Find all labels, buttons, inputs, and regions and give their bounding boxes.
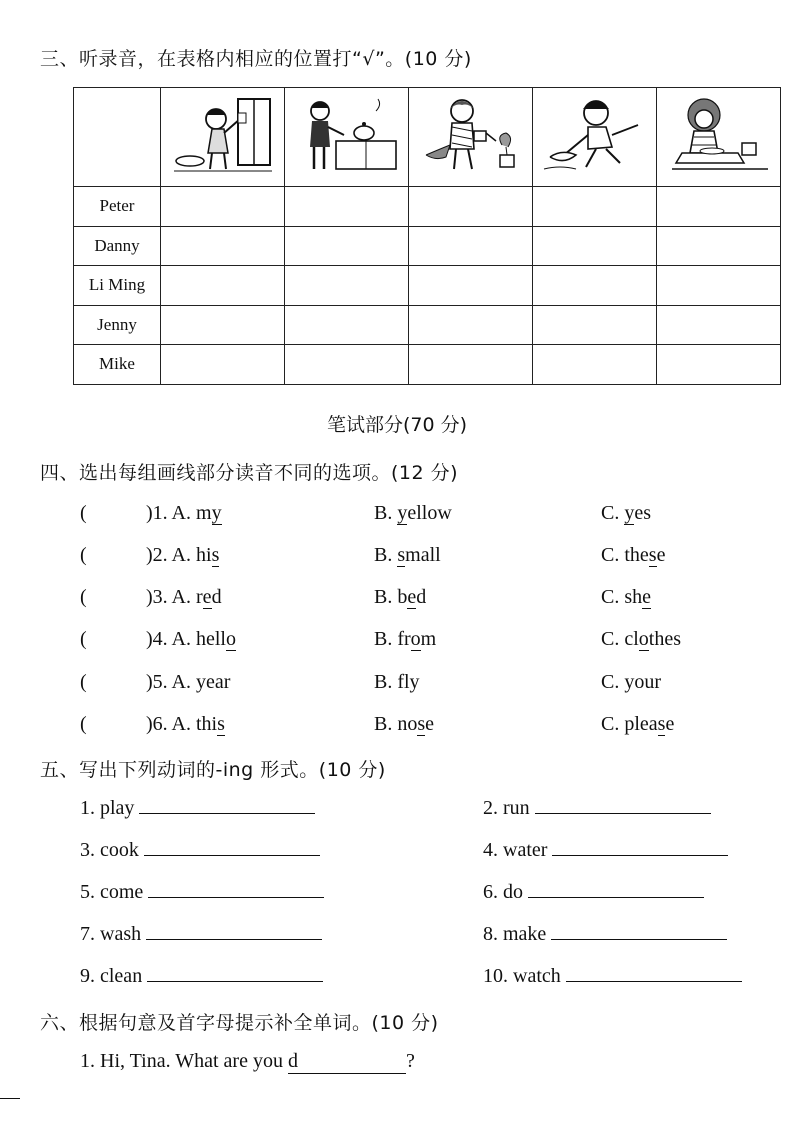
answer-paren-open[interactable]: ( — [80, 544, 87, 566]
question-2-option-c — [601, 544, 665, 567]
answer-blank[interactable] — [566, 981, 742, 982]
underlined-part: y — [397, 502, 408, 524]
answer-paren-open[interactable]: ( — [80, 671, 87, 693]
ing-word: 4. water — [483, 839, 548, 861]
option-text: e — [656, 544, 666, 566]
answer-cell[interactable] — [409, 266, 533, 306]
option-c — [601, 628, 681, 650]
picture-cell-1 — [161, 88, 285, 187]
question-4-option-c — [601, 628, 681, 651]
question-number: )2. A. — [146, 544, 196, 566]
option-text: hell — [196, 628, 226, 650]
ing-item-9 — [80, 965, 323, 988]
picture-cell-5 — [657, 88, 781, 187]
option-a — [196, 544, 219, 566]
option-b — [374, 544, 441, 566]
option-c — [601, 502, 651, 524]
underlined-part: e — [202, 586, 212, 608]
answer-blank[interactable] — [139, 813, 315, 814]
option-text: C. the — [601, 544, 649, 566]
answer-cell[interactable] — [161, 226, 285, 266]
option-b — [374, 713, 434, 735]
option-text: r — [196, 586, 203, 608]
option-text: hi — [196, 544, 212, 566]
name-cell: Peter — [74, 187, 161, 227]
ing-word: 1. play — [80, 797, 135, 819]
ing-item-2 — [483, 797, 711, 820]
option-text: e — [425, 713, 435, 735]
underlined-part: s — [211, 544, 220, 566]
option-text: m — [196, 502, 212, 524]
answer-cell[interactable] — [657, 345, 781, 385]
margin-mark — [0, 1098, 20, 1099]
ing-item-6 — [483, 881, 704, 904]
option-text: B. b — [374, 586, 408, 608]
question-2-option-a — [146, 544, 219, 567]
option-text: B. fly — [374, 671, 420, 693]
answer-paren-open[interactable]: ( — [80, 586, 87, 608]
option-text: thi — [196, 713, 218, 735]
question-3-option-b — [374, 586, 426, 609]
ing-word: 7. wash — [80, 923, 142, 945]
watering-plant-picture — [416, 95, 526, 175]
option-c — [601, 671, 661, 693]
ing-word: 3. cook — [80, 839, 139, 861]
picture-cell-3 — [409, 88, 533, 187]
table-row — [74, 226, 781, 266]
underlined-part: s — [648, 544, 657, 566]
question-5-option-c — [601, 671, 661, 694]
answer-cell[interactable] — [285, 226, 409, 266]
underlined-part: s — [217, 713, 225, 735]
answer-cell[interactable] — [409, 345, 533, 385]
option-text: thes — [648, 628, 681, 650]
dish-washing-picture — [664, 95, 774, 175]
answer-blank[interactable] — [551, 939, 727, 940]
section-3-title: 三、听录音，在表格内相应的位置打“√”。(10 分) — [40, 48, 472, 70]
question-1-option-b — [374, 502, 452, 525]
option-text: B. no — [374, 713, 418, 735]
section-5-title: 五、写出下列动词的-ing 形式。(10 分) — [40, 759, 386, 781]
option-text: B. — [374, 544, 398, 566]
option-text: C. plea — [601, 713, 658, 735]
written-part-title — [0, 410, 794, 437]
cooking-picture — [292, 95, 402, 175]
answer-blank[interactable] — [528, 897, 704, 898]
answer-cell[interactable] — [161, 345, 285, 385]
option-text: C. cl — [601, 628, 639, 650]
option-b — [374, 586, 426, 608]
option-text: e — [665, 713, 675, 735]
answer-blank[interactable] — [148, 897, 324, 898]
question-1-option-c — [601, 502, 651, 525]
table-row — [74, 345, 781, 385]
answer-cell[interactable] — [533, 187, 657, 227]
option-text: C. your — [601, 671, 661, 693]
answer-paren-open[interactable]: ( — [80, 713, 87, 735]
window-cleaning-picture — [168, 95, 278, 175]
underlined-part: o — [410, 628, 421, 650]
question-3-option-a — [146, 586, 222, 609]
answer-blank[interactable] — [144, 855, 320, 856]
underlined-part: y — [624, 502, 635, 524]
name-cell: Li Ming — [74, 266, 161, 306]
question-number: )4. A. — [146, 628, 196, 650]
ing-word: 6. do — [483, 881, 523, 903]
ing-item-5 — [80, 881, 324, 904]
option-text: d — [211, 586, 222, 608]
answer-blank[interactable] — [535, 813, 711, 814]
ing-item-8 — [483, 923, 727, 946]
question-5-option-a — [146, 671, 230, 694]
section-4-title: 四、选出每组画线部分读音不同的选项。(12 分) — [40, 462, 459, 484]
underlined-part: s — [397, 544, 406, 566]
option-text: m — [420, 628, 437, 650]
question-4-option-a — [146, 628, 236, 651]
question-5-option-b — [374, 671, 420, 694]
section-6-title: 六、根据句意及首字母提示补全单词。(10 分) — [40, 1012, 439, 1034]
answer-cell[interactable] — [533, 266, 657, 306]
question-number: )5. A. — [146, 671, 196, 693]
option-c — [601, 586, 651, 608]
ing-word: 9. clean — [80, 965, 143, 987]
option-a — [196, 586, 222, 608]
question-2-option-b — [374, 544, 441, 567]
option-c — [601, 713, 674, 735]
underlined-part: o — [226, 628, 236, 650]
table-row — [74, 187, 781, 227]
option-text: B. — [374, 502, 398, 524]
ing-word: 5. come — [80, 881, 144, 903]
option-text: C. sh — [601, 586, 643, 608]
table-row — [74, 305, 781, 345]
question-number: )3. A. — [146, 586, 196, 608]
answer-cell[interactable] — [161, 305, 285, 345]
answer-cell[interactable] — [161, 266, 285, 306]
option-a — [196, 713, 225, 735]
ing-item-7 — [80, 923, 322, 946]
name-cell: Jenny — [74, 305, 161, 345]
underlined-part: y — [211, 502, 222, 524]
underlined-part: o — [638, 628, 649, 650]
listening-table — [73, 87, 781, 385]
option-text: mall — [405, 544, 441, 566]
option-b — [374, 671, 420, 693]
ing-word: 2. run — [483, 797, 530, 819]
option-a — [196, 671, 230, 693]
ing-item-10 — [483, 965, 742, 988]
written-part-title-text: 笔试部分(70 分) — [326, 414, 468, 436]
question-6-option-b — [374, 713, 434, 736]
fill-item-1 — [80, 1050, 415, 1074]
fill-sentence: 1. Hi, Tina. What are you — [80, 1050, 288, 1072]
answer-cell[interactable] — [409, 305, 533, 345]
option-text: C. — [601, 502, 625, 524]
answer-cell[interactable] — [285, 345, 409, 385]
answer-cell[interactable] — [657, 226, 781, 266]
underlined-part: e — [407, 586, 417, 608]
corner-cell — [74, 88, 161, 187]
answer-blank[interactable] — [146, 939, 322, 940]
answer-blank[interactable] — [147, 981, 323, 982]
answer-cell[interactable] — [657, 266, 781, 306]
underlined-part: s — [417, 713, 426, 735]
ing-item-4 — [483, 839, 728, 862]
question-1-option-a — [146, 502, 222, 525]
answer-paren-open[interactable]: ( — [80, 628, 87, 650]
fill-sentence-end: ? — [405, 1050, 415, 1072]
option-text: B. fr — [374, 628, 411, 650]
question-number: )1. A. — [146, 502, 196, 524]
question-3-option-c — [601, 586, 651, 609]
answer-cell[interactable] — [533, 305, 657, 345]
option-b — [374, 628, 436, 650]
option-text: ellow — [407, 502, 452, 524]
question-4-option-b — [374, 628, 436, 651]
answer-cell[interactable] — [533, 226, 657, 266]
answer-blank[interactable] — [552, 855, 728, 856]
answer-cell[interactable] — [533, 345, 657, 385]
first-letter-hint: d — [287, 1050, 298, 1072]
answer-cell[interactable] — [285, 187, 409, 227]
underlined-part: e — [642, 586, 652, 608]
answer-cell[interactable] — [409, 226, 533, 266]
picture-cell-2 — [285, 88, 409, 187]
answer-cell[interactable] — [285, 305, 409, 345]
table-row — [74, 266, 781, 306]
ing-item-1 — [80, 797, 315, 820]
question-6-option-c — [601, 713, 674, 736]
name-cell: Danny — [74, 226, 161, 266]
underlined-part: s — [657, 713, 666, 735]
answer-cell[interactable] — [409, 187, 533, 227]
name-cell: Mike — [74, 345, 161, 385]
option-a — [196, 502, 222, 524]
option-b — [374, 502, 452, 524]
ing-item-3 — [80, 839, 320, 862]
option-text: d — [416, 586, 427, 608]
answer-blank[interactable] — [288, 1050, 406, 1074]
option-text: year — [196, 671, 231, 693]
option-a — [196, 628, 236, 650]
ing-word: 10. watch — [483, 965, 561, 987]
picture-cell-4 — [533, 88, 657, 187]
option-c — [601, 544, 665, 566]
ing-word: 8. make — [483, 923, 547, 945]
answer-paren-open[interactable]: ( — [80, 502, 87, 524]
answer-cell[interactable] — [161, 187, 285, 227]
sweeping-floor-picture — [540, 95, 650, 175]
answer-cell[interactable] — [657, 187, 781, 227]
question-number: )6. A. — [146, 713, 196, 735]
answer-cell[interactable] — [657, 305, 781, 345]
question-6-option-a — [146, 713, 225, 736]
answer-cell[interactable] — [285, 266, 409, 306]
option-text: es — [634, 502, 652, 524]
